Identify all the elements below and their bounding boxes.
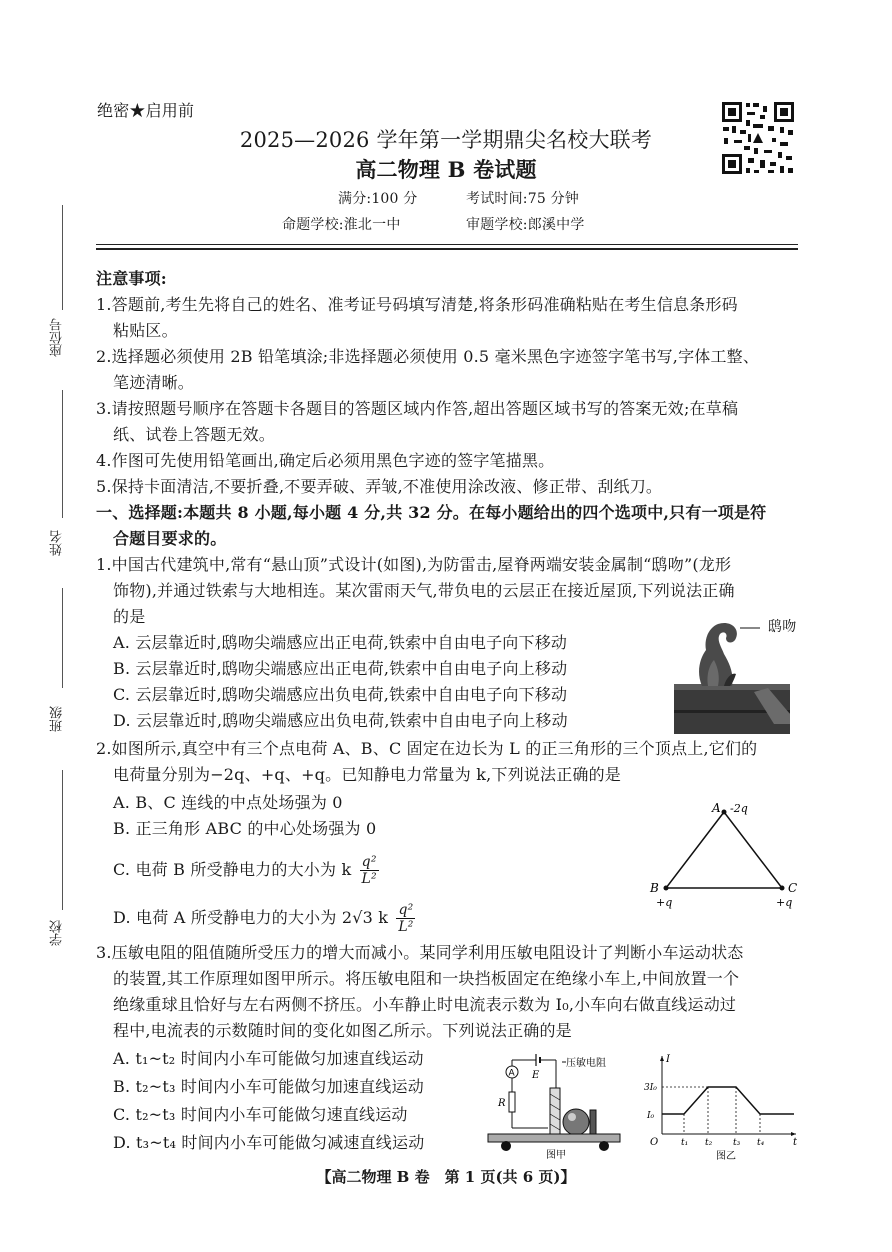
header-rule-top xyxy=(96,244,798,245)
graph-level-base: I₀ xyxy=(647,1111,655,1121)
q3-stem-4: 程中,电流表的示数随时间的变化如图乙所示。下列说法正确的是 xyxy=(113,1021,572,1040)
fraction-denominator: L² xyxy=(398,919,414,935)
section-heading: 一、选择题:本题共 8 小题,每小题 4 分,共 32 分。在每小题给出的四个选项中,只有一项是符 xyxy=(96,503,767,522)
note-3: 3.请按照题号顺序在答题卡各题目的答题区域内作答,超出答题区域书写的答案无效;在草稿 xyxy=(96,399,739,418)
score-info: 满分:100 分 xyxy=(338,191,418,207)
binding-line xyxy=(62,770,63,910)
exam-title: 2025—2026 学年第一学期鼎尖名校大联考 xyxy=(239,128,653,152)
q1-option-d: D. 云层靠近时,鸱吻尖端感应出负电荷,铁索中自由电子向上移动 xyxy=(113,711,568,730)
figure-b-caption: 图乙 xyxy=(716,1151,736,1162)
setter-school: 命题学校:淮北一中 xyxy=(282,217,401,233)
q2-option-b: B. 正三角形 ABC 的中心处场强为 0 xyxy=(113,819,377,838)
q3-option-b: B. t₂~t₃ 时间内小车可能做匀加速直线运动 xyxy=(113,1077,424,1096)
q1-stem-2: 饰物),并通过铁索与大地相连。某次雷雨天气,带负电的云层正在接近屋顶,下列说法正确 xyxy=(113,581,735,600)
binding-line xyxy=(62,390,63,518)
binding-line xyxy=(62,205,63,310)
fraction-numerator: q² xyxy=(398,902,414,918)
tick-t3: t₃ xyxy=(733,1138,741,1148)
q2-stem-2: 电荷量分别为−2q、+q、+q。已知静电力常量为 k,下列说法正确的是 xyxy=(113,765,621,784)
q3-stem-2: 的装置,其工作原理如图甲所示。将压敏电阻和一块挡板固定在绝缘小车上,中间放置一个 xyxy=(113,969,740,988)
current-time-graph xyxy=(644,1052,802,1162)
charge-triangle-diagram xyxy=(648,790,808,910)
q3-stem-3: 绝缘重球且恰好与左右两侧不挤压。小车静止时电流表示数为 I₀,小车向右做直线运动过 xyxy=(113,995,737,1014)
q1-option-b: B. 云层靠近时,鸱吻尖端感应出正电荷,铁索中自由电子向上移动 xyxy=(113,659,568,678)
q3-option-d: D. t₃~t₄ 时间内小车可能做匀减速直线运动 xyxy=(113,1133,425,1152)
q3-option-a: A. t₁~t₂ 时间内小车可能做匀加速直线运动 xyxy=(113,1049,424,1068)
note-4: 4.作图可先使用铅笔画出,确定后必须用黑色字迹的签字笔描黑。 xyxy=(96,451,555,470)
qr-code-icon xyxy=(720,100,796,176)
vertex-b-label: B xyxy=(650,881,659,895)
note-2-cont: 笔迹清晰。 xyxy=(113,373,195,392)
header-rule-bottom xyxy=(96,248,798,250)
graph-x-label: t xyxy=(793,1137,798,1148)
time-info: 考试时间:75 分钟 xyxy=(466,191,579,207)
page-footer: 【高二物理 B 卷 第 1 页(共 6 页)】 xyxy=(316,1168,576,1186)
q1-stem-3: 的是 xyxy=(113,607,146,626)
q3-stem: 3.压敏电阻的阻值随所受压力的增大而减小。某同学利用压敏电阻设计了判断小车运动状态 xyxy=(96,943,744,962)
sensor-label: 压敏电阻 xyxy=(566,1058,606,1069)
note-1: 1.答题前,考生先将自己的姓名、准考证号码填写清楚,将条形码准确粘贴在考生信息条形码 xyxy=(96,295,738,314)
q1-option-a: A. 云层靠近时,鸱吻尖端感应出正电荷,铁索中自由电子向下移动 xyxy=(113,633,568,652)
q2-option-c-text: C. 电荷 B 所受静电力的大小为 k xyxy=(113,860,352,879)
vertex-a-label: A xyxy=(712,801,721,815)
pressure-sensor-car-diagram xyxy=(486,1052,622,1160)
q1-stem: 1.中国古代建筑中,常有“悬山顶”式设计(如图),为防雷击,屋脊两端安装金属制“鸱吻”(龙形 xyxy=(96,555,732,574)
side-label-seat: 座位号 xyxy=(50,318,65,357)
note-2: 2.选择题必须使用 2B 铅笔填涂;非选择题必须使用 0.5 毫米黑色字迹签字笔书写,字体工整、 xyxy=(96,347,760,366)
vertex-c-charge: +q xyxy=(776,896,793,909)
graph-level-high: 3I₀ xyxy=(644,1083,657,1093)
tick-t2: t₂ xyxy=(705,1138,713,1148)
vertex-a-charge: -2q xyxy=(730,802,748,815)
q2-option-c-fraction xyxy=(360,854,379,887)
note-5: 5.保持卡面清洁,不要折叠,不要弄破、弄皱,不准使用涂改液、修正带、刮纸刀。 xyxy=(96,477,663,496)
graph-y-label: I xyxy=(666,1054,670,1065)
q1-option-c: C. 云层靠近时,鸱吻尖端感应出负电荷,铁索中自由电子向下移动 xyxy=(113,685,568,704)
note-3-cont: 纸、试卷上答题无效。 xyxy=(113,425,276,444)
note-1-cont: 粘贴区。 xyxy=(113,321,178,340)
ornament-label: 鸱吻 xyxy=(768,619,797,635)
vertex-b-charge: +q xyxy=(656,896,673,909)
battery-label: E xyxy=(532,1070,540,1081)
side-label-name: 姓名 xyxy=(50,530,65,556)
q2-stem: 2.如图所示,真空中有三个点电荷 A、B、C 固定在边长为 L 的正三角形的三个顶点上,它们的 xyxy=(96,739,758,758)
resistor-label: R xyxy=(498,1098,506,1109)
q2-option-c xyxy=(113,854,382,887)
subject-title: 高二物理 B 卷试题 xyxy=(355,157,537,182)
tick-t4: t₄ xyxy=(757,1138,765,1148)
section-heading-cont: 合题目要求的。 xyxy=(113,529,227,548)
q2-option-d-text: D. 电荷 A 所受静电力的大小为 2√3 k xyxy=(113,908,389,927)
ammeter-label: A xyxy=(508,1068,515,1079)
side-label-school: 学校 xyxy=(50,920,65,946)
reviewer-school: 审题学校:郎溪中学 xyxy=(466,217,585,233)
fraction-denominator: L² xyxy=(361,871,377,887)
q2-option-d xyxy=(113,902,418,935)
q3-option-c: C. t₂~t₃ 时间内小车可能做匀速直线运动 xyxy=(113,1105,408,1124)
fraction-numerator: q² xyxy=(361,854,377,870)
binding-line xyxy=(62,588,63,688)
tick-t1: t₁ xyxy=(681,1138,689,1148)
secret-label: 绝密★启用前 xyxy=(97,101,195,120)
figure-a-caption: 图甲 xyxy=(546,1150,566,1160)
graph-origin: O xyxy=(650,1137,659,1148)
q2-option-d-fraction xyxy=(396,902,415,935)
notes-title: 注意事项: xyxy=(96,269,167,288)
q2-option-a: A. B、C 连线的中点处场强为 0 xyxy=(113,793,343,812)
vertex-c-label: C xyxy=(788,881,798,895)
side-label-class: 班级 xyxy=(50,706,65,732)
